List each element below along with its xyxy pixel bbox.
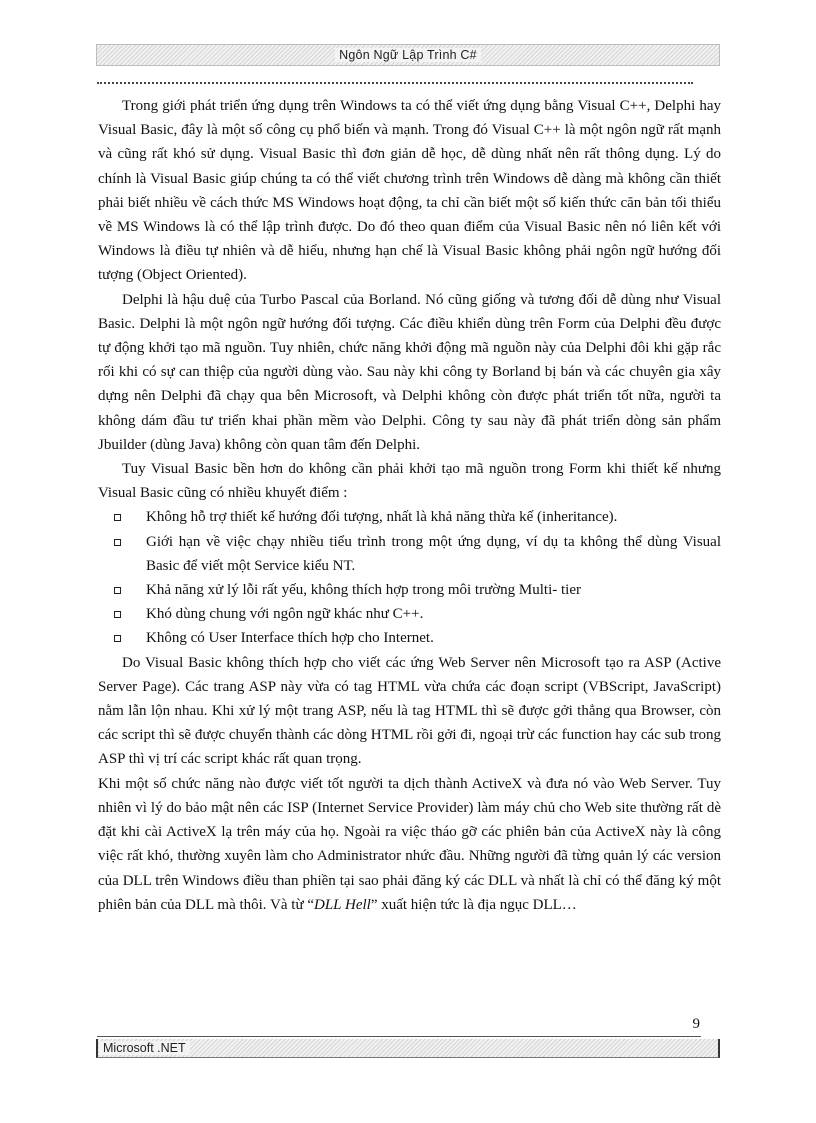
drawbacks-list [98, 505, 721, 650]
paragraph-activex-text: Khi một số chức năng nào được viết tốt người ta dịch thành ActiveX và đưa nó vào Web Server. Tuy nhiên vì lý do bảo mật nên các ISP (Internet Service Provider) làm máy chủ cho Web site thường rất dè đặt khi cài ActiveX lạ trên máy của họ. Ngoài ra việc tháo gỡ các phiên bản của ActiveX này là công việc rất khó, thường xuyên làm cho Administrator nhức đầu. Những người đã từng quản lý các version của DLL trên Windows điều than phiền tại sao phải đăng ký các DLL và nhất là chỉ có thể đăng ký một phiên bản của DLL mà thôi. Và từ [98, 775, 721, 913]
footer-divider [97, 1036, 701, 1037]
list-item [146, 602, 721, 626]
square-bullet-icon [114, 611, 121, 618]
square-bullet-icon [114, 635, 121, 642]
header-bar [96, 44, 720, 66]
paragraph-activex [98, 772, 721, 917]
list-item [146, 626, 721, 650]
list-item-text: Không có User Interface thích hợp cho Internet. [146, 630, 434, 647]
list-item-text: Khó dùng chung với ngôn ngữ khác như C++. [146, 606, 424, 623]
paragraph-intro: Trong giới phát triển ứng dụng trên Windows ta có thể viết ứng dụng bằng Visual C++, Delphi hay Visual Basic, đây là một số công cụ phổ biến và mạnh. Trong đó Visual C++ là một ngôn ngữ rất mạnh và cũng rất khó sử dụng. Visual Basic thì đơn giản dễ học, dễ dùng nhất nên rất thông dụng. Lý do chính là Visual Basic giúp chúng ta có thể viết chương trình trên Windows dễ dàng mà không cần thiết phải biết nhiều về cách thức MS Windows hoạt động, ta chỉ cần biết một số kiến thức căn bản tối thiểu về MS Windows là có thể lập trình được. Do đó theo quan điểm của Visual Basic nên nó liên kết với Windows là điều tự nhiên và dễ hiểu, nhưng hạn chế là Visual Basic không phải ngôn ngữ hướng đối tượng (Object Oriented). [98, 98, 721, 284]
footer-bar [96, 1039, 720, 1058]
page-number: 9 [692, 1016, 700, 1032]
list-item [146, 530, 721, 578]
header-title: Ngôn Ngữ Lập Trình C# [335, 48, 481, 62]
page-body [98, 94, 721, 917]
footer-label: Microsoft .NET [99, 1041, 190, 1055]
list-item-text: Không hỗ trợ thiết kế hướng đối tượng, nhất là khả năng thừa kế (inheritance). [146, 509, 618, 526]
dll-hell-term: DLL Hell [314, 896, 371, 913]
list-item-text: Giới hạn về việc chạy nhiều tiểu trình trong một ứng dụng, ví dụ ta không thể dùng Visual Basic để viết một Service kiểu NT. [146, 533, 721, 574]
square-bullet-icon [114, 539, 121, 546]
quote-open: “ [307, 896, 314, 913]
paragraph-activex-tail: ” xuất hiện tức là địa ngục DLL… [370, 896, 577, 913]
list-item [146, 578, 721, 602]
list-item [146, 505, 721, 529]
header-divider [97, 82, 693, 84]
list-item-text: Khả năng xử lý lỗi rất yếu, không thích hợp trong môi trường Multi- tier [146, 582, 581, 599]
paragraph-delphi: Delphi là hậu duệ của Turbo Pascal của Borland. Nó cũng giống và tương đối dễ dùng như Visual Basic. Delphi là một ngôn ngữ hướng đối tượng. Các điều khiển dùng trên Form của Delphi đều được tự động khởi tạo mã nguồn. Tuy nhiên, chức năng khởi động mã nguồn này của Delphi đôi khi gặp rắc rối khi có sự can thiệp của người dùng vào. Sau này khi công ty Borland bị bán và các chuyên gia xây dựng nên Delphi đã chạy qua bên Microsoft, và Delphi không còn được phát triển tốt nữa, người ta không dám đầu tư triển khai phần mềm vào Delphi. Công ty sau này đã phát triển dòng sản phẩm Jbuilder (dùng Java) không còn quan tâm đến Delphi. [98, 291, 721, 453]
paragraph-asp: Do Visual Basic không thích hợp cho viết các ứng Web Server nên Microsoft tạo ra ASP (Active Server Page). Các trang ASP này vừa có tag HTML vừa chứa các đoạn script (VBScript, JavaScript) nằm lẫn lộn nhau. Khi xử lý một trang ASP, nếu là tag HTML thì sẽ được gởi thẳng qua Browser, còn các script thì sẽ được chuyển thành các dòng HTML rồi gởi đi, ngoại trừ các function hay các sub trong ASP thì vị trí các script khác rất quan trọng. [98, 654, 721, 768]
square-bullet-icon [114, 587, 121, 594]
square-bullet-icon [114, 514, 121, 521]
paragraph-vb-drawbacks: Tuy Visual Basic bền hơn do không cần phải khởi tạo mã nguồn trong Form khi thiết kế nhưng Visual Basic cũng có nhiều khuyết điểm : [98, 461, 721, 502]
